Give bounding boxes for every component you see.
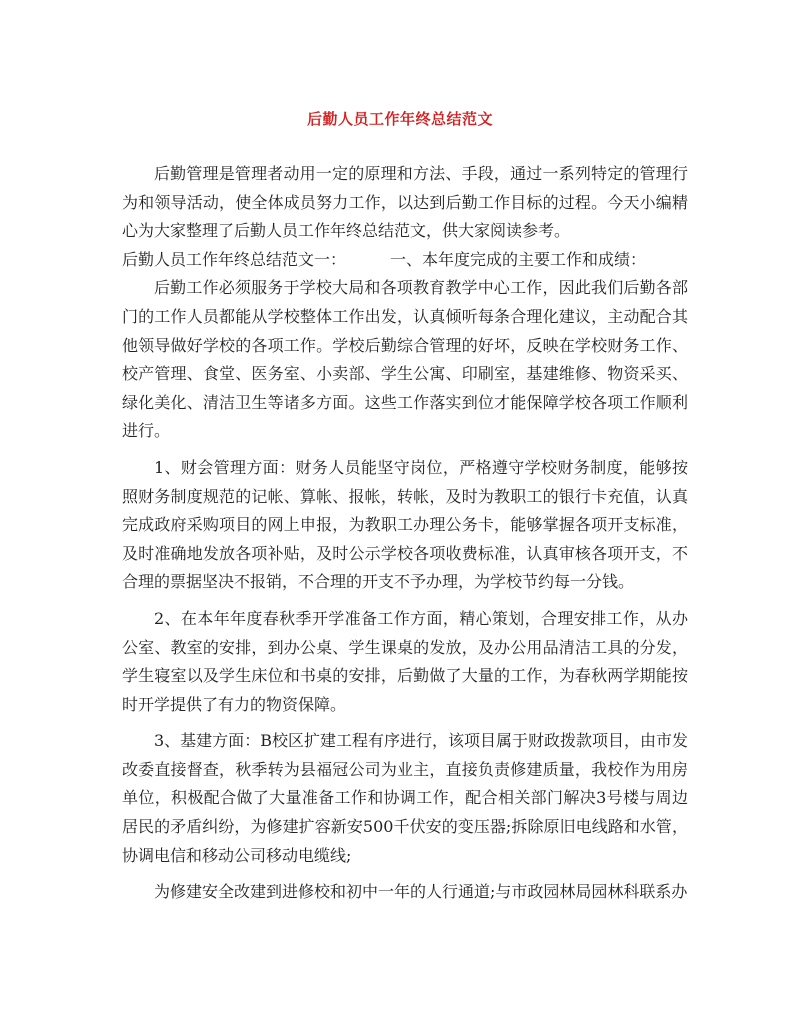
section-heading: 后勤人员工作年终总结范文一： xyxy=(122,249,347,269)
document-title: 后勤人员工作年终总结范文 xyxy=(306,110,493,128)
intro-paragraph: 后勤管理是管理者动用一定的原理和方法、手段，通过一系列特定的管理行为和领导活动，使全体成员努力工作，以达到后勤工作目标的过程。今天小编精心为大家整理了后勤人员工作年终总结范文，供大家阅读参考。 xyxy=(122,164,688,241)
paragraph-semester-prep: 2、在本年年度春秋季开学准备工作方面，精心策划，合理安排工作，从办公室、教室的安排，到办公桌、学生课桌的发放，及办公用品清洁工具的分发，学生寝室以及学生床位和书桌的安排，后勤做了大量的工作，为春秋两学期能按时开学提供了有力的物资保障。 xyxy=(122,608,688,714)
document-body xyxy=(122,160,688,907)
paragraph-safety: 为修建安全改建到进修校和初中一年的人行通道;与市政园林局园林科联系办 xyxy=(154,882,688,902)
paragraph-finance: 1、财会管理方面：财务人员能坚守岗位，严格遵守学校财务制度，能够按照财务制度规范的记帐、算帐、报帐，转帐，及时为教职工的银行卡充值，认真完成政府采购项目的网上申报，为教职工办理公务卡，能够掌握各项开支标准，及时准确地发放各项补贴，及时公示学校各项收费标准，认真审核各项开支，不合理的票据坚决不报销，不合理的开支不予办理，为学校节约每一分钱。 xyxy=(122,457,688,592)
paragraph-construction: 3、基建方面：B校区扩建工程有序进行，该项目属于财政拨款项目，由市发改委直接督查，秋季转为县福冠公司为业主，直接负责修建质量，我校作为用房单位，积极配合做了大量准备工作和协调工作，配合相关部门解决3号楼与周边居民的矛盾纠纷，为修建扩容新安500千伏安的变压器;拆除原旧电线路和水管，协调电信和移动公司移动电缆线; xyxy=(122,731,688,865)
section-subheading: 一、本年度完成的主要工作和成绩： xyxy=(390,249,647,269)
paragraph-overview: 后勤工作必须服务于学校大局和各项教育教学中心工作，因此我们后勤各部门的工作人员都能从学校整体工作出发，认真倾听每条合理化建议，主动配合其他领导做好学校的各项工作。学校后勤综合管理的好坏，反映在学校财务工作、校产管理、食堂、医务室、小卖部、学生公寓、印刷室，基建维修、物资采买、绿化美化、清洁卫生等诸多方面。这些工作落实到位才能保障学校各项工作顺利进行。 xyxy=(122,278,688,441)
section-heading-line xyxy=(122,246,688,275)
